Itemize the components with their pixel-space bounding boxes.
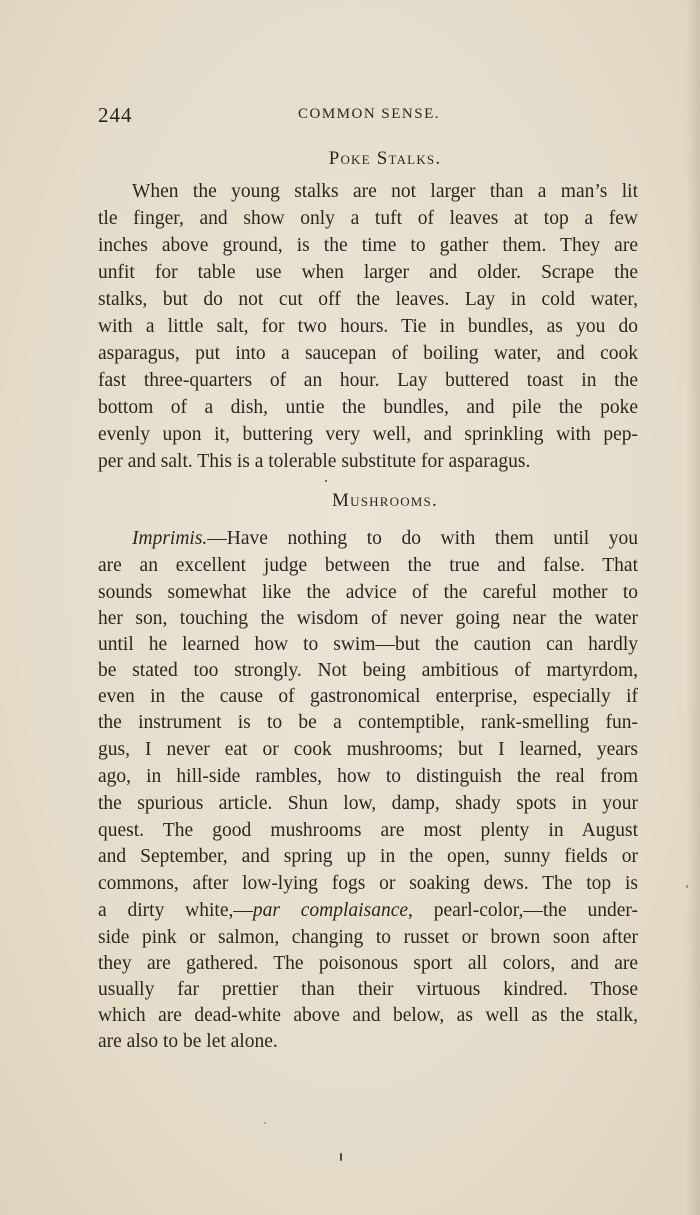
text-line-content: her son, touching the wisdom of never going near the water <box>98 608 638 629</box>
text-line <box>98 683 638 710</box>
text-line-content: asparagus, put into a saucepan of boiling water, and cook <box>98 343 638 364</box>
text-line <box>98 579 638 606</box>
text-line-content: side pink or salmon, changing to russet or brown soon after <box>98 927 638 948</box>
text-line-content: the instrument is to be a contemptible, rank-smelling fun- <box>98 712 638 733</box>
text-line <box>98 605 638 632</box>
text-line <box>98 313 638 340</box>
text-line-content: bottom of a dish, untie the bundles, and pile the poke <box>98 397 638 418</box>
text-line <box>98 924 638 951</box>
text-line-content: sounds somewhat like the advice of the careful mother to <box>98 582 638 603</box>
text-line-content: the spurious article. Shun low, damp, shady spots in your <box>98 793 638 814</box>
text-line-content: are also to be let alone. <box>98 1031 278 1052</box>
text-line <box>98 552 638 579</box>
text-line <box>98 394 638 421</box>
text-line-content: which are dead-white above and below, as well as the stalk, <box>98 1005 638 1026</box>
text-line <box>132 525 638 552</box>
text-line-content: are an excellent judge between the true and false. That <box>98 555 638 576</box>
text-line-content: tle finger, and show only a tuft of leaves at top a few <box>98 208 638 229</box>
text-line <box>98 736 638 763</box>
text-line <box>98 448 638 475</box>
running-head <box>98 103 638 127</box>
text-line <box>98 286 638 313</box>
text-line-content: evenly upon it, buttering very well, and sprinkling with pep- <box>98 424 638 445</box>
text-line-content <box>132 525 638 552</box>
text-line-content: until he learned how to swim—but the caution can hardly <box>98 634 638 655</box>
text-line-content: and September, and spring up in the open, sunny fields or <box>98 846 638 867</box>
text-line-content: stalks, but do not cut off the leaves. Lay in cold water, <box>98 289 638 310</box>
text-line-content: fast three-quarters of an hour. Lay buttered toast in the <box>98 370 638 391</box>
text-line <box>98 205 638 232</box>
text-line <box>98 843 638 870</box>
paper-speck <box>264 1122 266 1124</box>
text-line <box>98 657 638 684</box>
paper-speck <box>340 1153 342 1161</box>
text-line <box>98 763 638 790</box>
text-line-content: be stated too strongly. Not being ambitious of martyrdom, <box>98 660 638 681</box>
text-line-content: unfit for table use when larger and older. Scrape the <box>98 262 638 283</box>
page-number: 244 <box>98 103 133 127</box>
text-line <box>98 1002 638 1029</box>
text-line <box>98 631 638 658</box>
text-line <box>98 976 638 1003</box>
text-line <box>98 421 638 448</box>
text-line <box>132 178 638 205</box>
text-line-content: usually far prettier than their virtuous kindred. Those <box>98 979 638 1000</box>
text-line-content: they are gathered. The poisonous sport all colors, and are <box>98 953 638 974</box>
text-line <box>98 897 638 924</box>
par-line-after: , pearl-color,—the under- <box>408 900 639 921</box>
par-complaisance-italic: par complaisance <box>252 900 409 921</box>
text-line-content: commons, after low-lying fogs or soaking dews. The top is <box>98 873 638 894</box>
text-line-content: inches above ground, is the time to gather them. They are <box>98 235 638 256</box>
text-line <box>98 817 638 844</box>
text-line-content: quest. The good mushrooms are most plenty in August <box>98 820 638 841</box>
running-title: COMMON SENSE. <box>298 106 441 122</box>
text-line-content: When the young stalks are not larger than a man’s lit <box>132 181 638 202</box>
text-line <box>98 790 638 817</box>
section-heading-mushrooms: Mushrooms. <box>332 490 438 511</box>
paper-speck <box>325 480 327 482</box>
imprimis-italic: Imprimis. <box>132 528 208 549</box>
text-line <box>98 1028 638 1055</box>
text-line <box>98 870 638 897</box>
text-line-content: per and salt. This is a tolerable substitute for asparagus. <box>98 451 531 472</box>
text-line-content: even in the cause of gastronomical enterprise, especially if <box>98 686 638 707</box>
text-line <box>98 232 638 259</box>
text-line <box>98 709 638 736</box>
section-heading-poke-stalks: Poke Stalks. <box>328 148 442 169</box>
page-edge-shadow <box>686 0 700 1215</box>
text-line <box>98 367 638 394</box>
text-line-content: ago, in hill-side rambles, how to distinguish the real from <box>98 766 638 787</box>
text-line-content: with a little salt, for two hours. Tie in bundles, as you do <box>98 316 638 337</box>
text-line-content: gus, I never eat or cook mushrooms; but I learned, years <box>98 739 638 760</box>
text-line <box>98 259 638 286</box>
first-line-rest: —Have nothing to do with them until you <box>207 528 638 549</box>
text-line-content <box>98 897 638 924</box>
text-line <box>98 340 638 367</box>
text-line <box>98 950 638 977</box>
par-line-before: a dirty white,— <box>98 900 253 921</box>
